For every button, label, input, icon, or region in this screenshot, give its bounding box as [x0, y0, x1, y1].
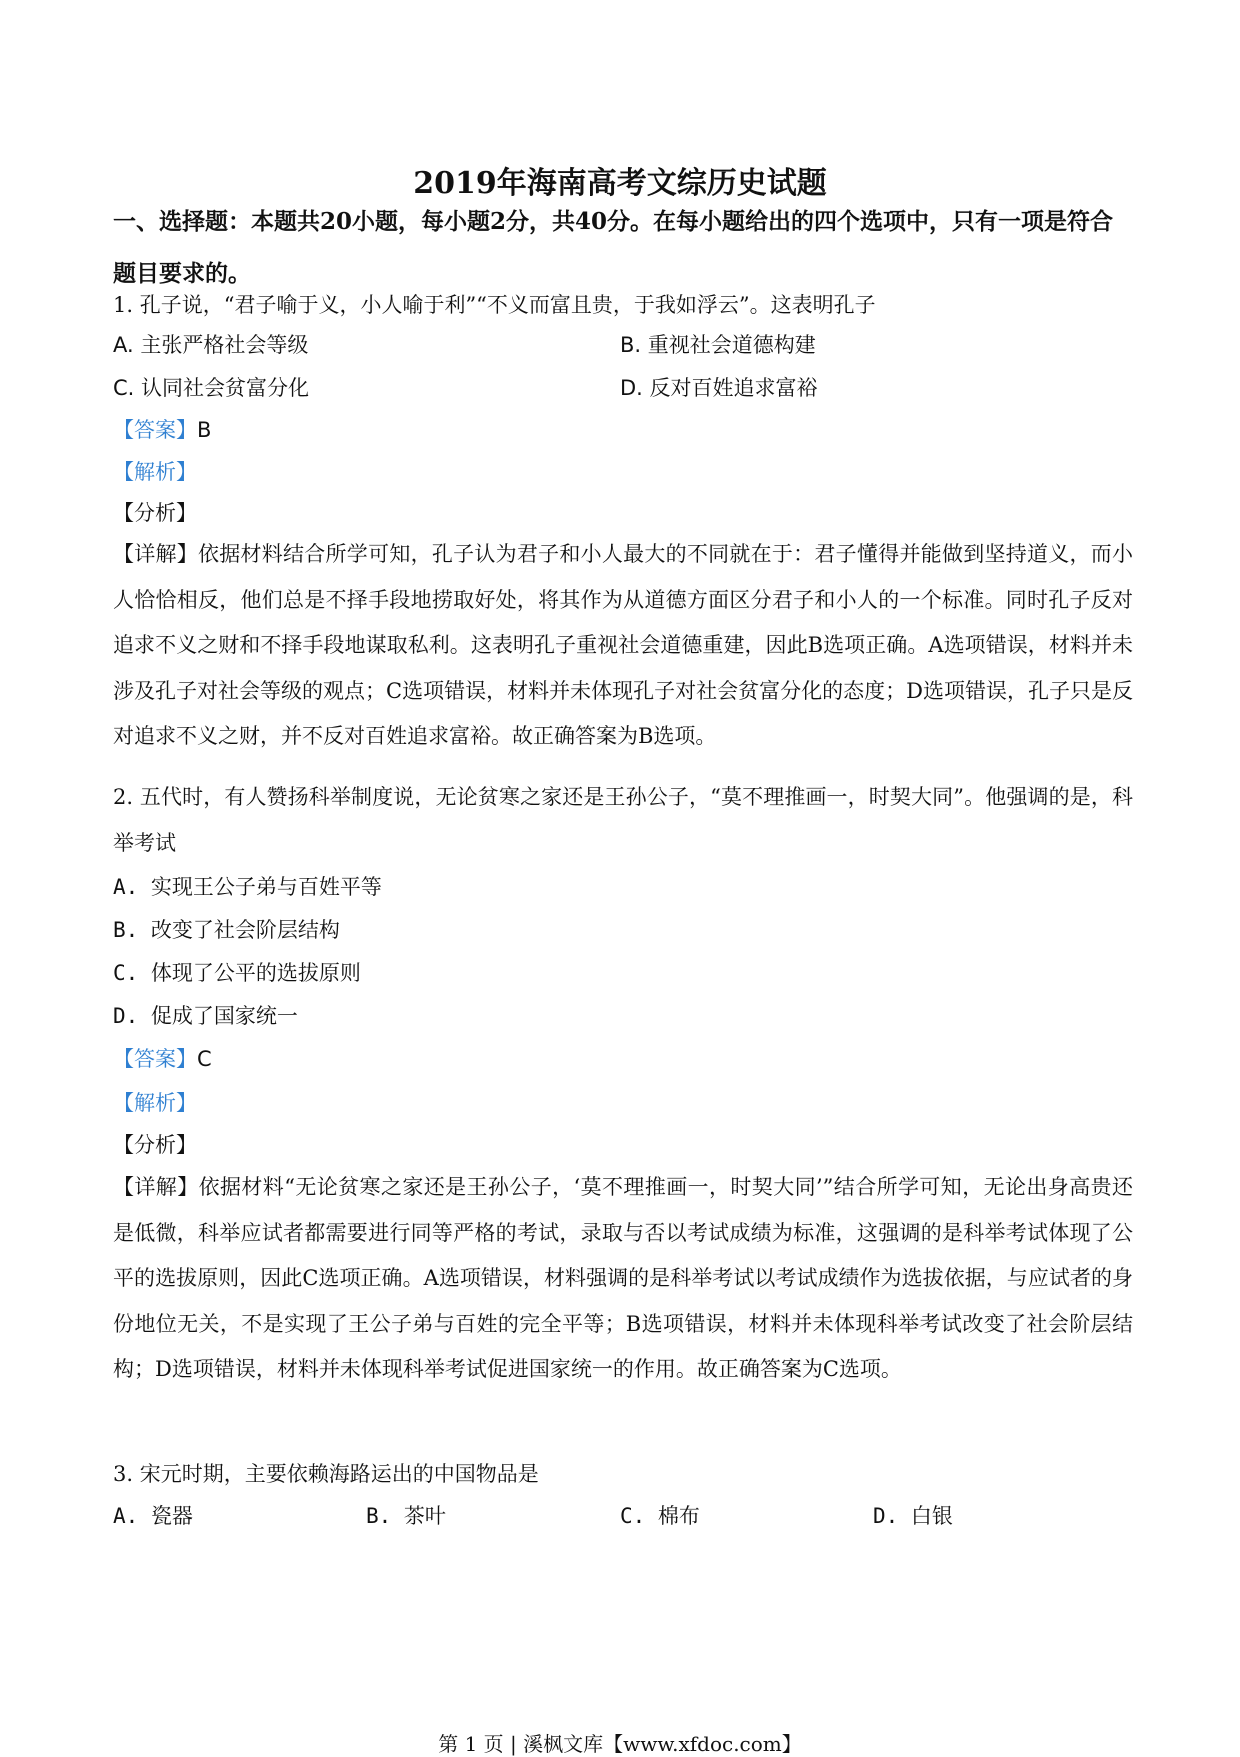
q1-analysis-tag: 【解析】	[113, 460, 197, 484]
question-2-stem: 2. 五代时，有人赞扬科举制度说，无论贫寒之家还是王孙公子，“莫不理推画一，时契大同”。他强调的是，科举考试	[113, 785, 1133, 855]
q2-option-d: D. 促成了国家统一	[113, 1004, 298, 1028]
question-3-stem: 3. 宋元时期，主要依赖海路运出的中国物品是	[113, 1462, 539, 1486]
q1-option-c: C. 认同社会贫富分化	[113, 376, 310, 400]
q3-option-b: B. 茶叶	[366, 1504, 446, 1528]
q3-option-d: D. 白银	[873, 1504, 953, 1528]
q2-analysis-tag: 【解析】	[113, 1091, 197, 1115]
q1-fenxi: 【分析】	[113, 501, 197, 525]
q2-option-c: C. 体现了公平的选拔原则	[113, 961, 361, 985]
q2-option-b: B. 改变了社会阶层结构	[113, 918, 340, 942]
q1-option-d: D. 反对百姓追求富裕	[620, 376, 818, 400]
q1-detail: 【详解】依据材料结合所学可知，孔子认为君子和小人最大的不同就在于：君子懂得并能做到坚持道义，而小人恰恰相反，他们总是不择手段地捞取好处，将其作为从道德方面区分君子和小人的一个标准。同时孔子反对追求不义之财和不择手段地谋取私利。这表明孔子重视社会道德重建，因此B选项正确。A选项错误，材料并未涉及孔子对社会等级的观点；C选项错误，材料并未体现孔子对社会贫富分化的态度；D选项错误，孔子只是反对追求不义之财，并不反对百姓追求富裕。故正确答案为B选项。	[113, 542, 1133, 748]
q1-answer-value: B	[197, 418, 212, 442]
section-heading: 一、选择题：本题共20小题，每小题2分，共40分。在每小题给出的四个选项中，只有一项是符合题目要求的。	[113, 208, 1114, 287]
q1-answer	[113, 414, 211, 444]
question-1-stem: 1. 孔子说，“君子喻于义，小人喻于利”“不义而富且贵，于我如浮云”。这表明孔子	[113, 293, 876, 317]
q3-option-a: A. 瓷器	[113, 1504, 193, 1528]
q2-detail: 【详解】依据材料“无论贫寒之家还是王孙公子，‘莫不理推画一，时契大同’”结合所学可知，无论出身高贵还是低微，科举应试者都需要进行同等严格的考试，录取与否以考试成绩为标准，这强调的是科举考试体现了公平的选拔原则，因此C选项正确。A选项错误，材料强调的是科举考试以考试成绩作为选拔依据，与应试者的身份地位无关，不是实现了王公子弟与百姓的完全平等；B选项错误，材料并未体现科举考试改变了社会阶层结构；D选项错误，材料并未体现科举考试促进国家统一的作用。故正确答案为C选项。	[113, 1175, 1133, 1381]
q3-option-c: C. 棉布	[620, 1504, 700, 1528]
q1-option-a: A. 主张严格社会等级	[113, 333, 309, 357]
q2-answer	[113, 1043, 212, 1073]
q2-fenxi: 【分析】	[113, 1133, 197, 1157]
q2-option-a: A. 实现王公子弟与百姓平等	[113, 875, 382, 899]
q1-answer-tag: 【答案】	[113, 418, 197, 442]
page-title: 2019年海南高考文综历史试题	[413, 166, 827, 201]
page-footer: 第 1 页 | 溪枫文库【www.xfdoc.com】	[438, 1732, 802, 1756]
q2-answer-value: C	[197, 1047, 212, 1071]
q1-option-b: B. 重视社会道德构建	[620, 333, 816, 357]
q2-answer-tag: 【答案】	[113, 1047, 197, 1071]
